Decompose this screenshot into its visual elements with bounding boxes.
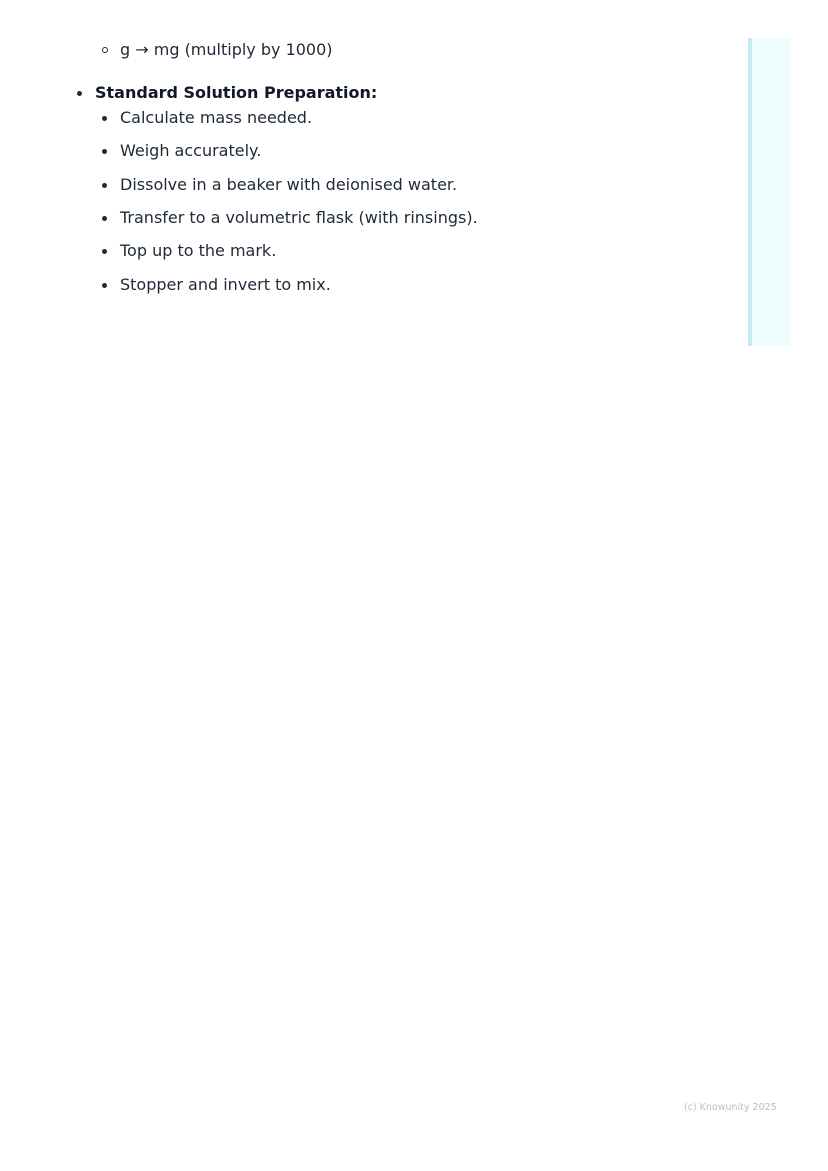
hollow-bullet-icon (102, 47, 108, 53)
step-item: Transfer to a volumetric flask (with rinsings). (120, 208, 478, 227)
bullet-icon (102, 283, 107, 288)
bullet-icon (102, 216, 107, 221)
step-item: Dissolve in a beaker with deionised water. (120, 175, 458, 194)
step-item: Top up to the mark. (120, 241, 277, 260)
step-item: Calculate mass needed. (120, 108, 313, 127)
bullet-icon (102, 149, 107, 154)
step-item: Stopper and invert to mix. (120, 275, 331, 294)
conversion-note: g → mg (multiply by 1000) (120, 40, 333, 59)
copyright-footer: (c) Knowunity 2025 (684, 1102, 777, 1113)
bullet-icon (102, 183, 107, 188)
side-note-panel (748, 38, 791, 346)
step-item: Weigh accurately. (120, 141, 262, 160)
bullet-icon (77, 91, 82, 96)
bullet-icon (102, 116, 107, 121)
bullet-icon (102, 249, 107, 254)
section-heading: Standard Solution Preparation: (95, 83, 378, 102)
